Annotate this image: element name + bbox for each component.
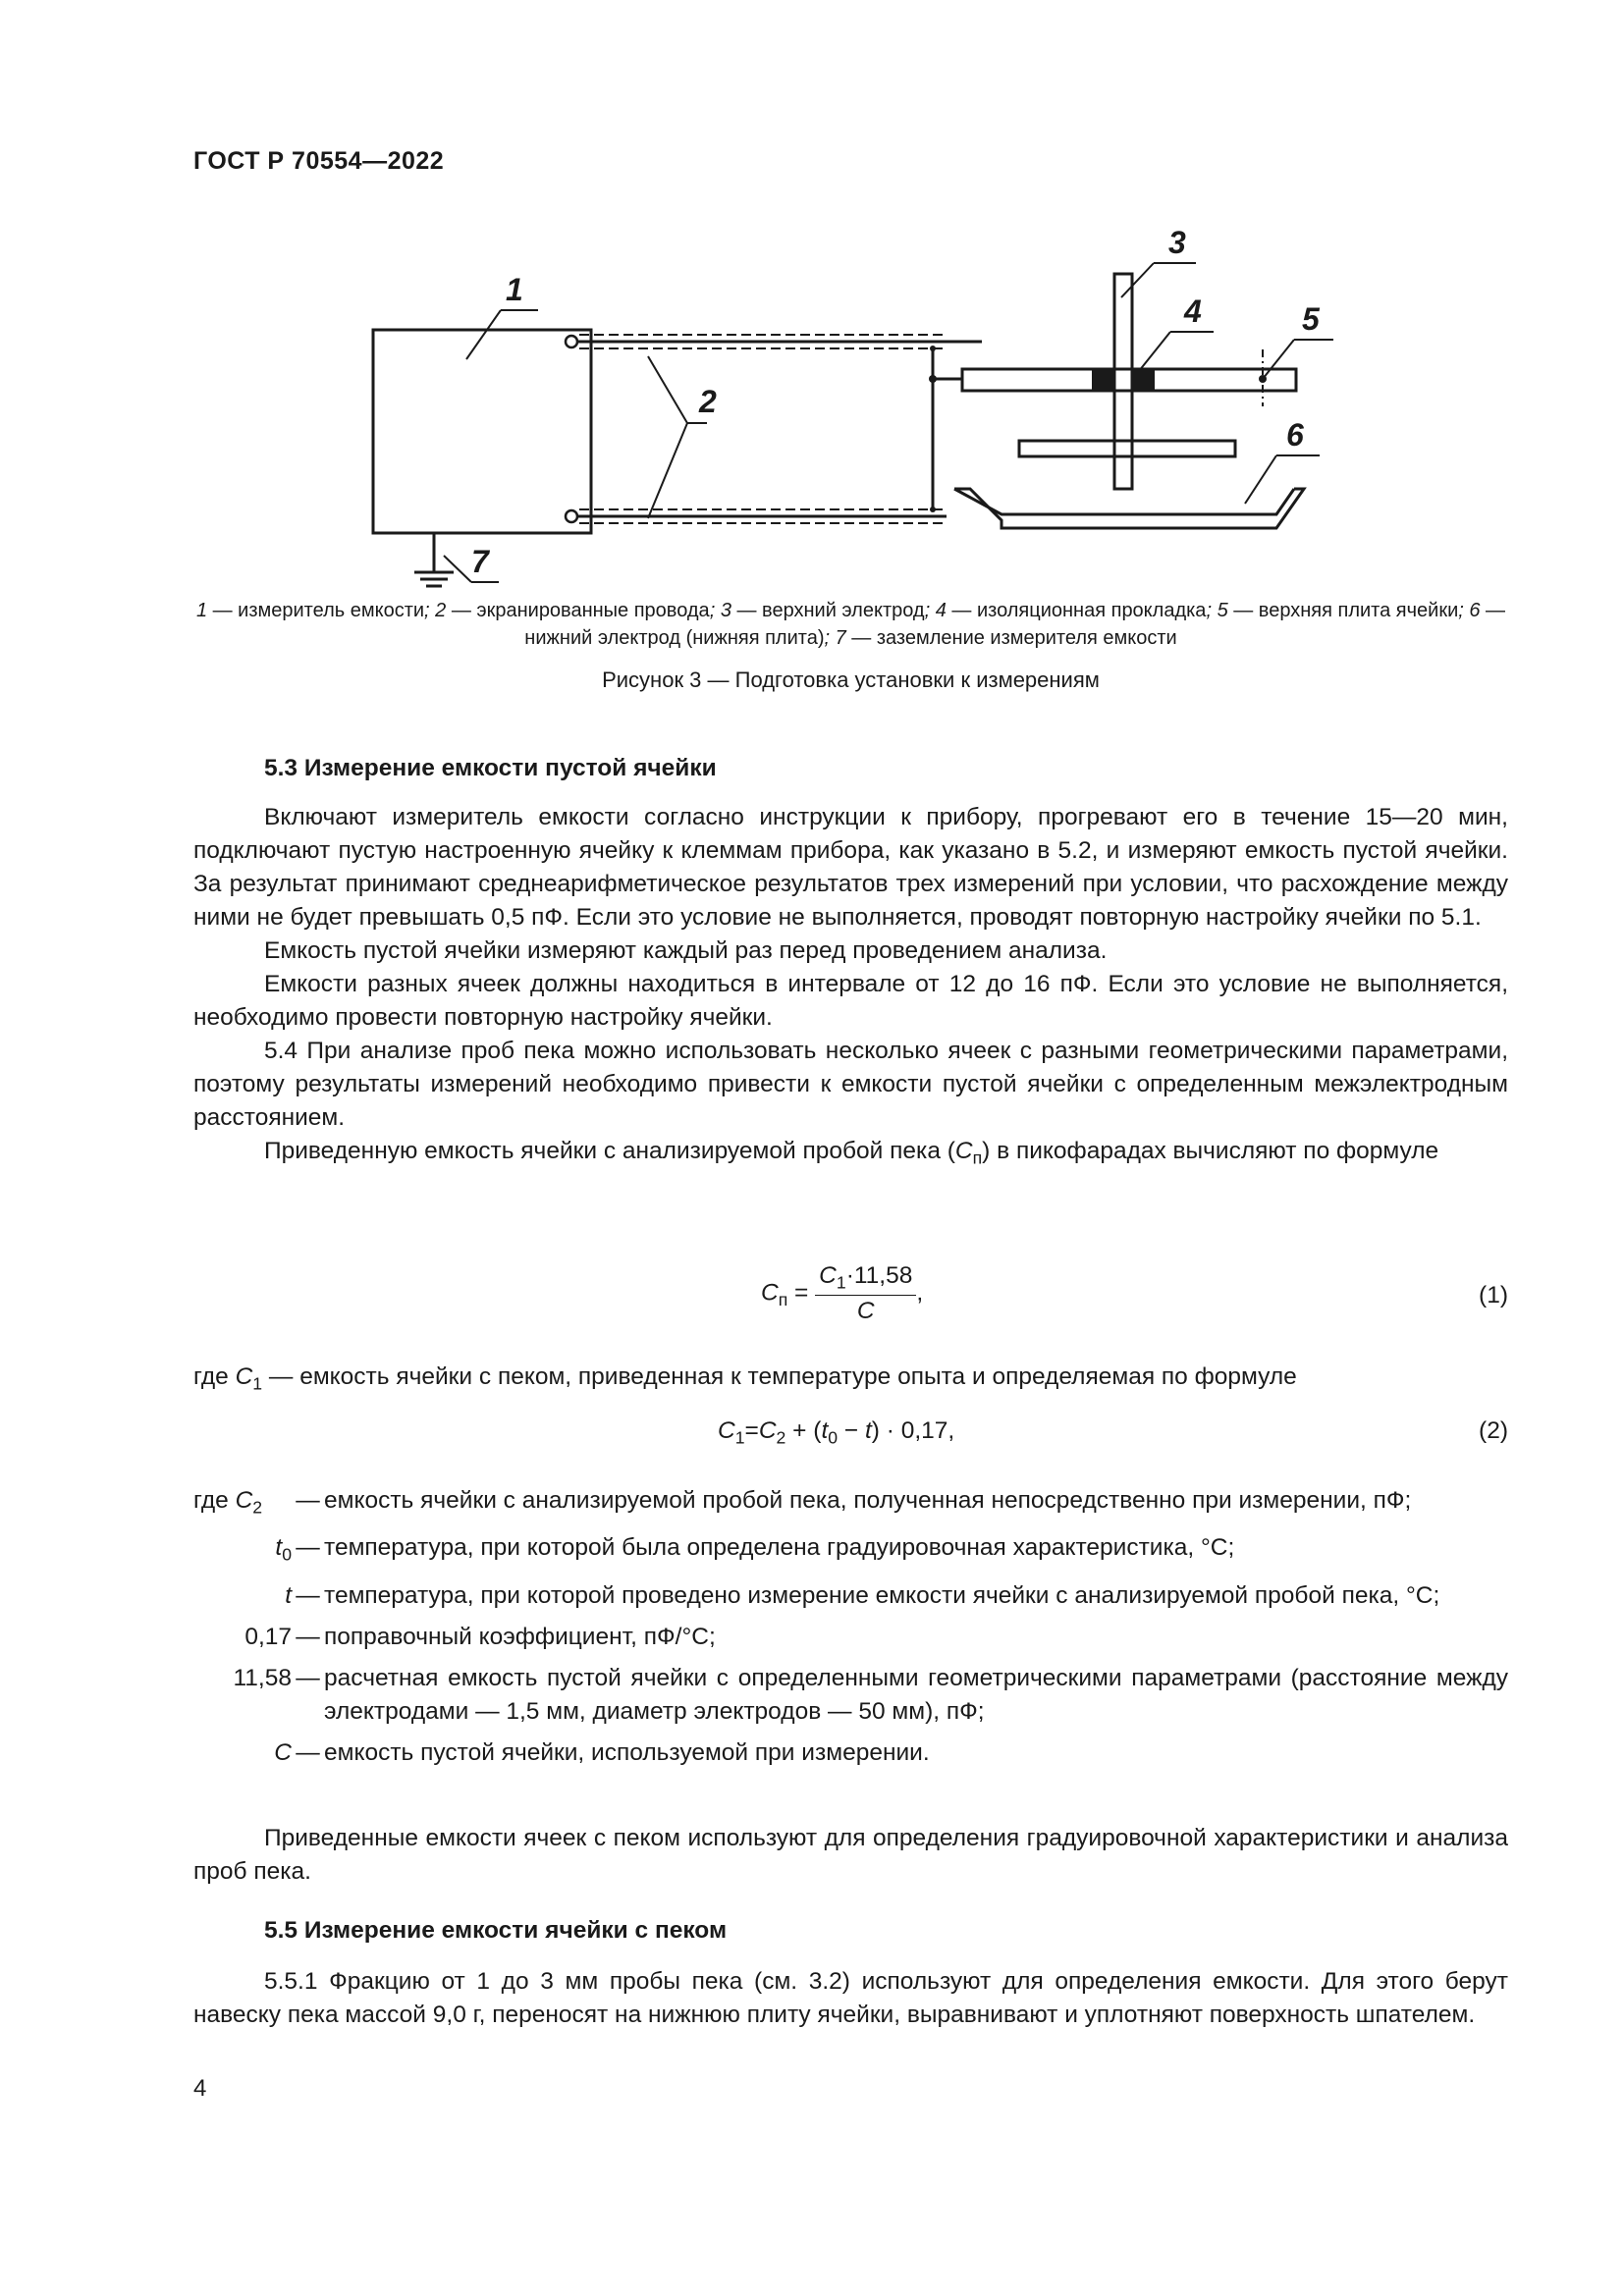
callout-6: 6	[1286, 417, 1304, 453]
terminal-bottom	[566, 510, 577, 522]
where-c1: где $C_1$ — емкость ячейки с пеком, приведенная к температуре опыта и определяемая по формуле	[193, 1363, 1297, 1394]
paragraph-5-3-3: Емкости разных ячеек должны находиться в интервале от 12 до 16 пФ. Если это условие не выполняется, необходимо провести повторную настройку ячейки.	[193, 971, 1508, 1031]
def-017: 0,17 — поправочный коэффициент, пФ/°С;	[244, 1623, 716, 1650]
legend-text-6: — нижний электрод (нижняя плита)	[524, 600, 1506, 649]
document-header: ГОСТ Р 70554—2022	[193, 147, 445, 175]
terminal-top	[566, 336, 577, 347]
def-1158: 11,58 — расчетная емкость пустой ячейки с определенными геометрическими параметрами (расстояние между электродами — 1,5 мм, диаметр электродов — 50 мм), пФ;	[233, 1664, 1508, 1725]
capacitance-meter-box	[373, 330, 591, 533]
insulating-pad-right	[1132, 369, 1155, 391]
section-5-5	[193, 1914, 1508, 2032]
upper-electrode-disc	[1019, 441, 1235, 456]
legend-num-2: 2	[435, 600, 447, 621]
figure-legend: 1 — измеритель емкости; 2 — экранированные провода; 3 — верхний электрод; 4 — изоляционная прокладка; 5 — верхняя плита ячейки; 6 — нижний электрод (нижняя плита); 7 — заземление измерителя емкости	[195, 600, 1506, 649]
paragraph-after-defs: Приведенные емкости ячеек с пеком используют для определения градуировочной характеристики и анализа проб пека.	[193, 1825, 1508, 1885]
section-heading-5-3: 5.3 Измерение емкости пустой ячейки	[264, 755, 717, 781]
callout-3: 3	[1168, 225, 1186, 260]
legend-text-1: — измеритель емкости	[207, 600, 425, 621]
legend-text-2: — экранированные провода	[446, 600, 710, 621]
formula-1: $C_п$ = $\frac{C_1\cdot 11,58}{C}$ , (1)	[761, 1262, 1508, 1325]
lower-electrode-tray	[954, 489, 1294, 514]
paragraph-5-4-1: 5.4 При анализе проб пека можно использовать несколько ячеек с разными геометрическими параметрами, поэтому результаты измерений необходимо привести к емкости пустой ячейки с определенным межэлектродным расстоянием.	[193, 1038, 1508, 1131]
callout-7: 7	[471, 544, 489, 579]
def-t: t — температура, при которой проведено измерение емкости ячейки с анализируемой пробой пека, °С;	[285, 1581, 1440, 1609]
legend-text-5: — верхняя плита ячейки	[1227, 600, 1459, 621]
formula-2: $C_1=C_2 + (t_0 - t) \cdot 0,17$, (2)	[718, 1417, 1508, 1448]
legend-num-7: 7	[835, 627, 846, 649]
section-5-3	[193, 752, 1508, 1174]
legend-num-3: 3	[720, 600, 731, 621]
insulating-pad-left	[1092, 369, 1114, 391]
upper-plate	[962, 369, 1296, 391]
callout-5: 5	[1302, 301, 1320, 337]
figure-3-diagram	[353, 224, 1355, 597]
legend-text-3: — верхний электрод	[731, 600, 925, 621]
paragraph-5-4-2: Приведенную емкость ячейки с анализируемой пробой пека $(C_п)$ в пикофарадах вычисляют по формуле	[264, 1138, 1439, 1168]
formula-2-number: (2)	[1479, 1417, 1508, 1444]
variable-definitions	[193, 1484, 1508, 1778]
formula-1-number: (1)	[1479, 1282, 1508, 1308]
legend-num-6: 6	[1469, 600, 1481, 621]
callout-2: 2	[699, 384, 717, 419]
section-heading-5-5: 5.5 Измерение емкости ячейки с пеком	[264, 1917, 728, 1944]
legend-num-1: 1	[195, 600, 208, 621]
paragraph-5-5-1: 5.5.1 Фракцию от 1 до 3 мм пробы пека (см. 3.2) используют для определения емкости. Для этого берут навеску пека массой 9,0 г, переносят на нижнюю плиту ячейки, выравнивают и уплотняют поверхность шпателем.	[193, 1968, 1508, 2028]
def-t0: $t_0$ — температура, при которой была определена градуировочная характеристика, °С;	[275, 1534, 1235, 1565]
legend-text-4: — изоляционная прокладка	[946, 600, 1207, 621]
after-definitions	[193, 1822, 1508, 1889]
page-number: 4	[193, 2075, 207, 2102]
legend-num-4: 4	[935, 600, 947, 621]
legend-text-7: — заземление измерителя емкости	[845, 627, 1177, 649]
def-c: C — емкость пустой ячейки, используемой при измерении.	[274, 1738, 930, 1766]
paragraph-5-3-2: Емкость пустой ячейки измеряют каждый раз перед проведением анализа.	[264, 937, 1108, 964]
figure-title: Рисунок 3 — Подготовка установки к измерениям	[602, 667, 1100, 692]
legend-num-5: 5	[1217, 600, 1228, 621]
callout-1: 1	[506, 272, 523, 307]
def-c2: где $C_2$ — емкость ячейки с анализируемой пробой пека, полученная непосредственно при измерении, пФ;	[193, 1487, 1412, 1518]
paragraph-5-3-1: Включают измеритель емкости согласно инструкции к прибору, прогревают его в течение 15—20 мин, подключают пустую настроенную ячейку к клеммам прибора, как указано в 5.2, и измеряют емкость пустой ячейки. За результат принимают среднеарифметическое результатов трех измерений при условии, что расхождение между ними не будет превышать 0,5 пФ. Если это условие не выполняется, проводят повторную настройку ячейки по 5.1.	[193, 804, 1508, 931]
callout-4: 4	[1184, 294, 1202, 329]
